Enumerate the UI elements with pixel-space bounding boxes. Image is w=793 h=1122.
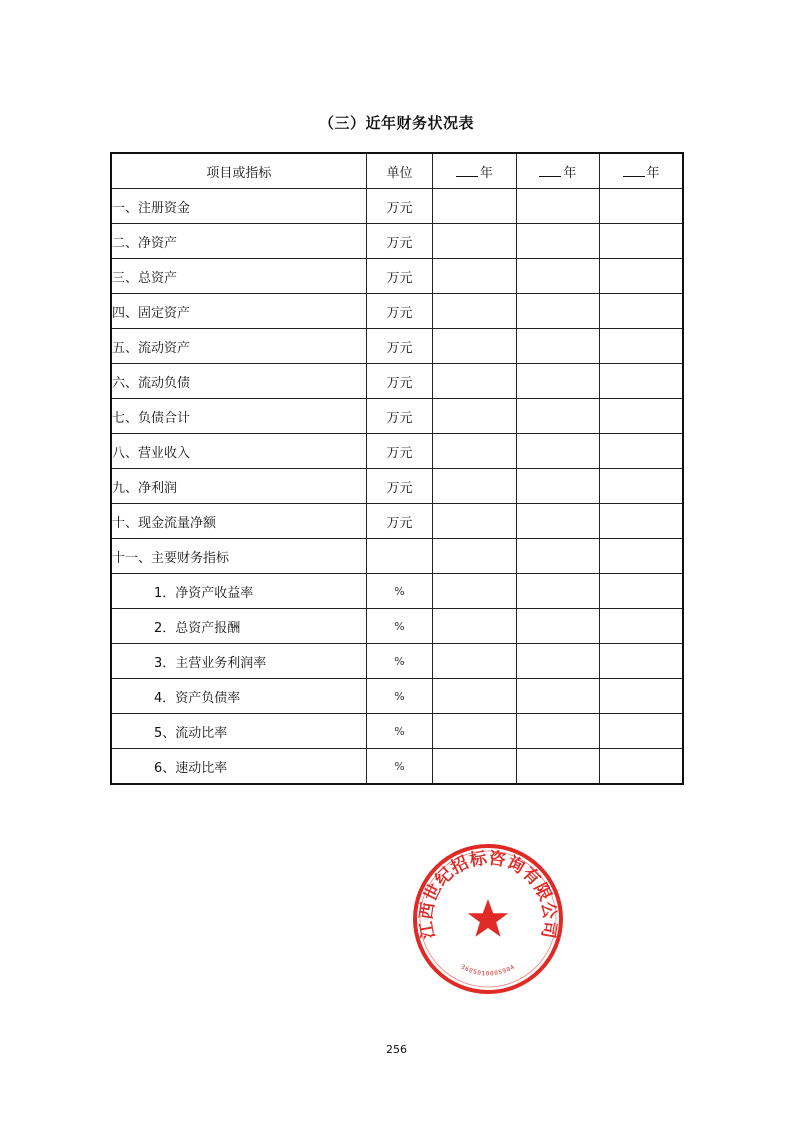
year-cell — [433, 434, 516, 469]
row-unit: 万元 — [366, 434, 432, 469]
table-row — [111, 574, 683, 609]
row-label: 六、流动负债 — [111, 364, 366, 399]
year-cell — [600, 434, 683, 469]
year-cell — [433, 644, 516, 679]
page-number: 256 — [386, 1043, 407, 1056]
table-row — [111, 294, 683, 329]
year-cell — [433, 714, 516, 749]
year-cell — [433, 329, 516, 364]
row-label: 四、固定资产 — [111, 294, 366, 329]
year-cell — [516, 609, 599, 644]
table-row — [111, 749, 683, 785]
year-cell — [600, 679, 683, 714]
table-row — [111, 644, 683, 679]
year-cell — [600, 644, 683, 679]
row-label: 5、流动比率 — [111, 714, 366, 749]
year-cell — [433, 399, 516, 434]
row-unit: 万元 — [366, 364, 432, 399]
header-unit: 单位 — [366, 153, 432, 189]
year-blank — [456, 164, 478, 177]
year-cell — [600, 224, 683, 259]
year-cell — [516, 294, 599, 329]
table-row — [111, 224, 683, 259]
table-row — [111, 364, 683, 399]
year-cell — [600, 259, 683, 294]
row-label: 4．资产负债率 — [111, 679, 366, 714]
year-cell — [600, 189, 683, 224]
year-cell — [600, 574, 683, 609]
year-cell — [433, 749, 516, 785]
year-cell — [600, 329, 683, 364]
row-label: 五、流动资产 — [111, 329, 366, 364]
year-cell — [516, 504, 599, 539]
row-unit: 万元 — [366, 329, 432, 364]
row-unit: % — [366, 679, 432, 714]
row-unit: % — [366, 714, 432, 749]
row-unit: 万元 — [366, 259, 432, 294]
row-unit: 万元 — [366, 294, 432, 329]
year-cell — [516, 644, 599, 679]
table-row — [111, 539, 683, 574]
year-blank — [623, 164, 645, 177]
table-row — [111, 399, 683, 434]
year-cell — [600, 399, 683, 434]
year-cell — [433, 679, 516, 714]
row-unit: 万元 — [366, 504, 432, 539]
row-label: 三、总资产 — [111, 259, 366, 294]
year-cell — [600, 714, 683, 749]
year-cell — [600, 469, 683, 504]
header-year-2 — [516, 153, 599, 189]
year-cell — [600, 539, 683, 574]
row-label: 九、净利润 — [111, 469, 366, 504]
year-cell — [433, 469, 516, 504]
table-row — [111, 714, 683, 749]
row-unit: 万元 — [366, 399, 432, 434]
year-cell — [433, 539, 516, 574]
row-label: 七、负债合计 — [111, 399, 366, 434]
page-title: （三）近年财务状况表 — [318, 114, 474, 132]
row-unit: % — [366, 749, 432, 785]
table-row — [111, 679, 683, 714]
row-unit: 万元 — [366, 224, 432, 259]
year-cell — [600, 749, 683, 785]
year-cell — [516, 224, 599, 259]
table-row — [111, 609, 683, 644]
year-cell — [433, 574, 516, 609]
header-year-label: 年 — [646, 165, 660, 181]
row-unit: % — [366, 574, 432, 609]
year-cell — [516, 364, 599, 399]
year-cell — [516, 399, 599, 434]
row-label: 1．净资产收益率 — [111, 574, 366, 609]
year-cell — [433, 364, 516, 399]
year-cell — [600, 364, 683, 399]
header-year-1 — [433, 153, 516, 189]
year-cell — [433, 224, 516, 259]
year-cell — [516, 329, 599, 364]
row-label: 二、净资产 — [111, 224, 366, 259]
header-item: 项目或指标 — [111, 153, 366, 189]
row-unit — [366, 539, 432, 574]
row-label: 十、现金流量净额 — [111, 504, 366, 539]
row-label: 八、营业收入 — [111, 434, 366, 469]
financial-status-table — [110, 152, 684, 785]
table-row — [111, 259, 683, 294]
table-row — [111, 469, 683, 504]
table-row — [111, 504, 683, 539]
year-cell — [433, 504, 516, 539]
seal-number: 3605010005904 — [459, 963, 517, 978]
year-cell — [600, 504, 683, 539]
year-cell — [516, 749, 599, 785]
table-row — [111, 329, 683, 364]
year-cell — [516, 714, 599, 749]
row-unit: 万元 — [366, 189, 432, 224]
year-cell — [516, 189, 599, 224]
year-cell — [433, 294, 516, 329]
seal-company-name: 江西世纪招标咨询有限公司 — [416, 848, 560, 941]
row-label: 6、速动比率 — [111, 749, 366, 785]
star-icon — [468, 899, 508, 937]
year-cell — [433, 189, 516, 224]
year-blank — [539, 164, 561, 177]
company-seal — [412, 843, 564, 995]
year-cell — [516, 679, 599, 714]
row-label: 3．主营业务利润率 — [111, 644, 366, 679]
header-year-label: 年 — [563, 165, 577, 181]
year-cell — [516, 574, 599, 609]
year-cell — [516, 434, 599, 469]
year-cell — [600, 609, 683, 644]
row-label: 一、注册资金 — [111, 189, 366, 224]
row-unit: % — [366, 644, 432, 679]
table-row — [111, 434, 683, 469]
year-cell — [600, 294, 683, 329]
year-cell — [433, 259, 516, 294]
year-cell — [516, 469, 599, 504]
table-row — [111, 189, 683, 224]
year-cell — [516, 259, 599, 294]
header-year-label: 年 — [479, 165, 493, 181]
table-header-row — [111, 153, 683, 189]
header-year-3 — [600, 153, 683, 189]
row-unit: 万元 — [366, 469, 432, 504]
year-cell — [516, 539, 599, 574]
row-label: 十一、主要财务指标 — [111, 539, 366, 574]
year-cell — [433, 609, 516, 644]
row-unit: % — [366, 609, 432, 644]
row-label: 2．总资产报酬 — [111, 609, 366, 644]
